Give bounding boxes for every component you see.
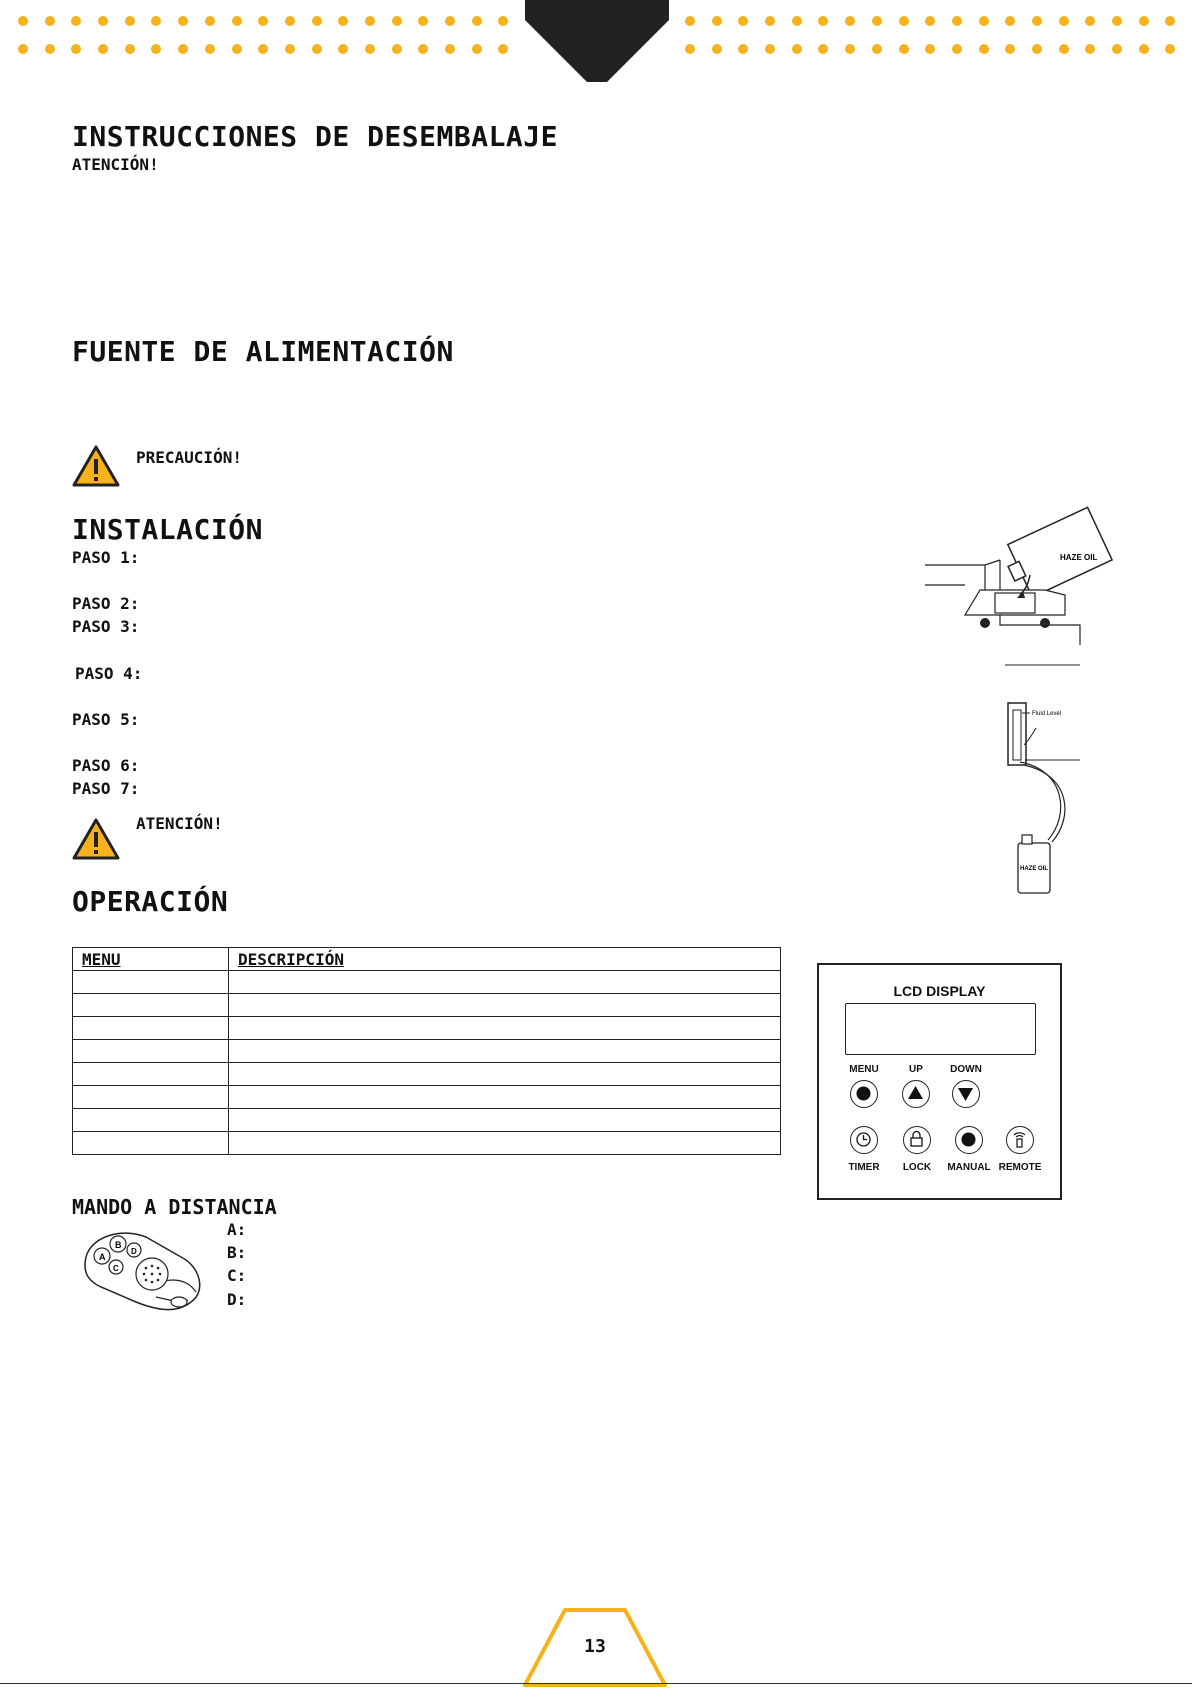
menu-table-header-row	[73, 948, 781, 971]
header-dot	[125, 16, 135, 26]
header-dot	[872, 44, 882, 54]
remote-button[interactable]	[1006, 1126, 1034, 1154]
remote-signal-icon	[1007, 1127, 1032, 1152]
menu-button[interactable]	[850, 1080, 878, 1108]
filled-circle-icon	[851, 1081, 876, 1106]
table-row	[73, 1017, 781, 1040]
header-dot	[872, 16, 882, 26]
triangle-down-icon	[953, 1081, 978, 1106]
header-dot	[738, 44, 748, 54]
remote-control-image	[76, 1222, 211, 1322]
header-dot	[1165, 44, 1175, 54]
remote-key-a: A:	[227, 1220, 247, 1239]
header-dot	[258, 44, 268, 54]
header-dot	[338, 44, 348, 54]
installation-step-3: PASO 3:	[72, 617, 140, 636]
header-dot	[392, 44, 402, 54]
triangle-up-icon	[903, 1081, 928, 1106]
header-dot	[285, 16, 295, 26]
installation-step-4: PASO 4:	[75, 664, 143, 683]
installation-step-7: PASO 7:	[72, 779, 140, 798]
header-tab-shape	[525, 0, 669, 84]
header-dot	[498, 44, 508, 54]
lcd-control-panel	[817, 963, 1062, 1200]
header-dot	[765, 16, 775, 26]
header-dot	[899, 44, 909, 54]
svg-text:A: A	[99, 1252, 106, 1262]
header-dot	[232, 44, 242, 54]
installation-step-5: PASO 5:	[72, 710, 140, 729]
table-row	[73, 1109, 781, 1132]
header-dot	[445, 16, 455, 26]
down-button-label: DOWN	[950, 1064, 982, 1075]
header-dot	[151, 44, 161, 54]
header-dot	[312, 16, 322, 26]
header-dot	[472, 44, 482, 54]
warning-triangle-icon	[72, 444, 120, 488]
header-dot	[98, 44, 108, 54]
header-dot	[205, 44, 215, 54]
remote-key-b: B:	[227, 1243, 247, 1262]
timer-button[interactable]	[850, 1126, 878, 1154]
header-dot	[925, 16, 935, 26]
header-dot	[899, 16, 909, 26]
header-dot	[845, 16, 855, 26]
header-dot	[1139, 16, 1149, 26]
header-dot	[498, 16, 508, 26]
header-dot	[418, 44, 428, 54]
installation-step-2: PASO 2:	[72, 594, 140, 613]
header-dot	[338, 16, 348, 26]
header-dot	[1032, 44, 1042, 54]
header-dots-right	[685, 16, 1175, 54]
up-button[interactable]	[902, 1080, 930, 1108]
remote-key-c: C:	[227, 1266, 247, 1285]
header-dot	[1085, 16, 1095, 26]
header-dot	[1005, 16, 1015, 26]
header-dot	[1112, 16, 1122, 26]
header-dot	[1059, 16, 1069, 26]
header-dot	[1005, 44, 1015, 54]
header-dots-left	[18, 16, 508, 54]
header-dot	[979, 16, 989, 26]
header-dot	[925, 44, 935, 54]
down-button[interactable]	[952, 1080, 980, 1108]
unpacking-title: INSTRUCCIONES DE DESEMBALAJE	[72, 120, 559, 153]
installation-step-6: PASO 6:	[72, 756, 140, 775]
header-dot	[1165, 16, 1175, 26]
lock-button-label: LOCK	[902, 1162, 932, 1173]
header-dot	[258, 16, 268, 26]
header-dot	[71, 44, 81, 54]
header-dot	[765, 44, 775, 54]
unpacking-attention-label: ATENCIÓN!	[72, 155, 159, 174]
header-dot	[1112, 44, 1122, 54]
header-dot	[1032, 16, 1042, 26]
header-dot	[712, 16, 722, 26]
header-dot	[232, 16, 242, 26]
header-dot	[125, 44, 135, 54]
warning-triangle-icon	[72, 817, 120, 861]
header-dot	[18, 44, 28, 54]
header-dot	[472, 16, 482, 26]
table-row	[73, 1132, 781, 1155]
header-dot	[792, 44, 802, 54]
header-dot	[18, 16, 28, 26]
header-dot	[45, 44, 55, 54]
header-dot	[818, 16, 828, 26]
installation-step-1: PASO 1:	[72, 548, 140, 567]
header-dot	[418, 16, 428, 26]
header-dot	[365, 16, 375, 26]
header-dot	[845, 44, 855, 54]
up-button-label: UP	[909, 1064, 923, 1075]
filled-circle-icon	[956, 1127, 981, 1152]
timer-button-label: TIMER	[848, 1162, 880, 1173]
power-title: FUENTE DE ALIMENTACIÓN	[72, 335, 454, 368]
menu-button-label: MENU	[849, 1064, 879, 1075]
bottle-label: HAZE OIL	[1020, 866, 1048, 872]
header-dot	[979, 44, 989, 54]
haze-oil-container-label: HAZE OIL	[1060, 553, 1098, 562]
menu-table-header-description: DESCRIPCIÓN	[229, 948, 781, 971]
menu-table-header-menu: MENU	[73, 948, 229, 971]
header-dot	[178, 16, 188, 26]
installation-title: INSTALACIÓN	[72, 513, 263, 546]
header-dot	[1059, 44, 1069, 54]
remote-key-d: D:	[227, 1290, 247, 1309]
haze-oil-filling-diagram	[920, 505, 1150, 900]
header-dot	[1139, 44, 1149, 54]
header-dot	[71, 16, 81, 26]
svg-text:D: D	[131, 1247, 137, 1256]
svg-text:C: C	[113, 1264, 119, 1273]
manual-button-label: MANUAL	[947, 1162, 991, 1173]
header-dot	[45, 16, 55, 26]
header-dot	[312, 44, 322, 54]
header-dot	[285, 44, 295, 54]
table-row	[73, 1063, 781, 1086]
header-dot	[952, 16, 962, 26]
table-row	[73, 1040, 781, 1063]
page-number: 13	[584, 1636, 606, 1657]
remote-button-label: REMOTE	[998, 1162, 1042, 1173]
table-row	[73, 1086, 781, 1109]
power-caution-label: PRECAUCIÓN!	[136, 448, 242, 467]
header-dot	[1085, 44, 1095, 54]
lock-icon	[904, 1127, 929, 1152]
lcd-display-title: LCD DISPLAY	[893, 983, 986, 999]
header-dot	[685, 16, 695, 26]
header-dot	[151, 16, 161, 26]
clock-icon	[851, 1127, 876, 1152]
header-dot	[392, 16, 402, 26]
remote-title: MANDO A DISTANCIA	[72, 1195, 277, 1219]
header-dot	[738, 16, 748, 26]
fluid-level-label: Fluid Level	[1032, 711, 1062, 717]
installation-attention-label: ATENCIÓN!	[136, 814, 223, 833]
operation-title: OPERACIÓN	[72, 885, 229, 918]
header-dot	[445, 44, 455, 54]
header-dot	[98, 16, 108, 26]
header-dot	[205, 16, 215, 26]
table-row	[73, 994, 781, 1017]
header-dot	[952, 44, 962, 54]
footer-divider	[0, 1683, 1192, 1684]
lock-button[interactable]	[903, 1126, 931, 1154]
svg-text:B: B	[115, 1240, 122, 1250]
header-dot	[792, 16, 802, 26]
manual-button[interactable]	[955, 1126, 983, 1154]
header-dot	[178, 44, 188, 54]
menu-table	[72, 947, 781, 1155]
header-dot	[712, 44, 722, 54]
lcd-screen	[845, 1003, 1036, 1055]
header-dot	[365, 44, 375, 54]
header-dot	[818, 44, 828, 54]
table-row	[73, 971, 781, 994]
header-dot	[685, 44, 695, 54]
